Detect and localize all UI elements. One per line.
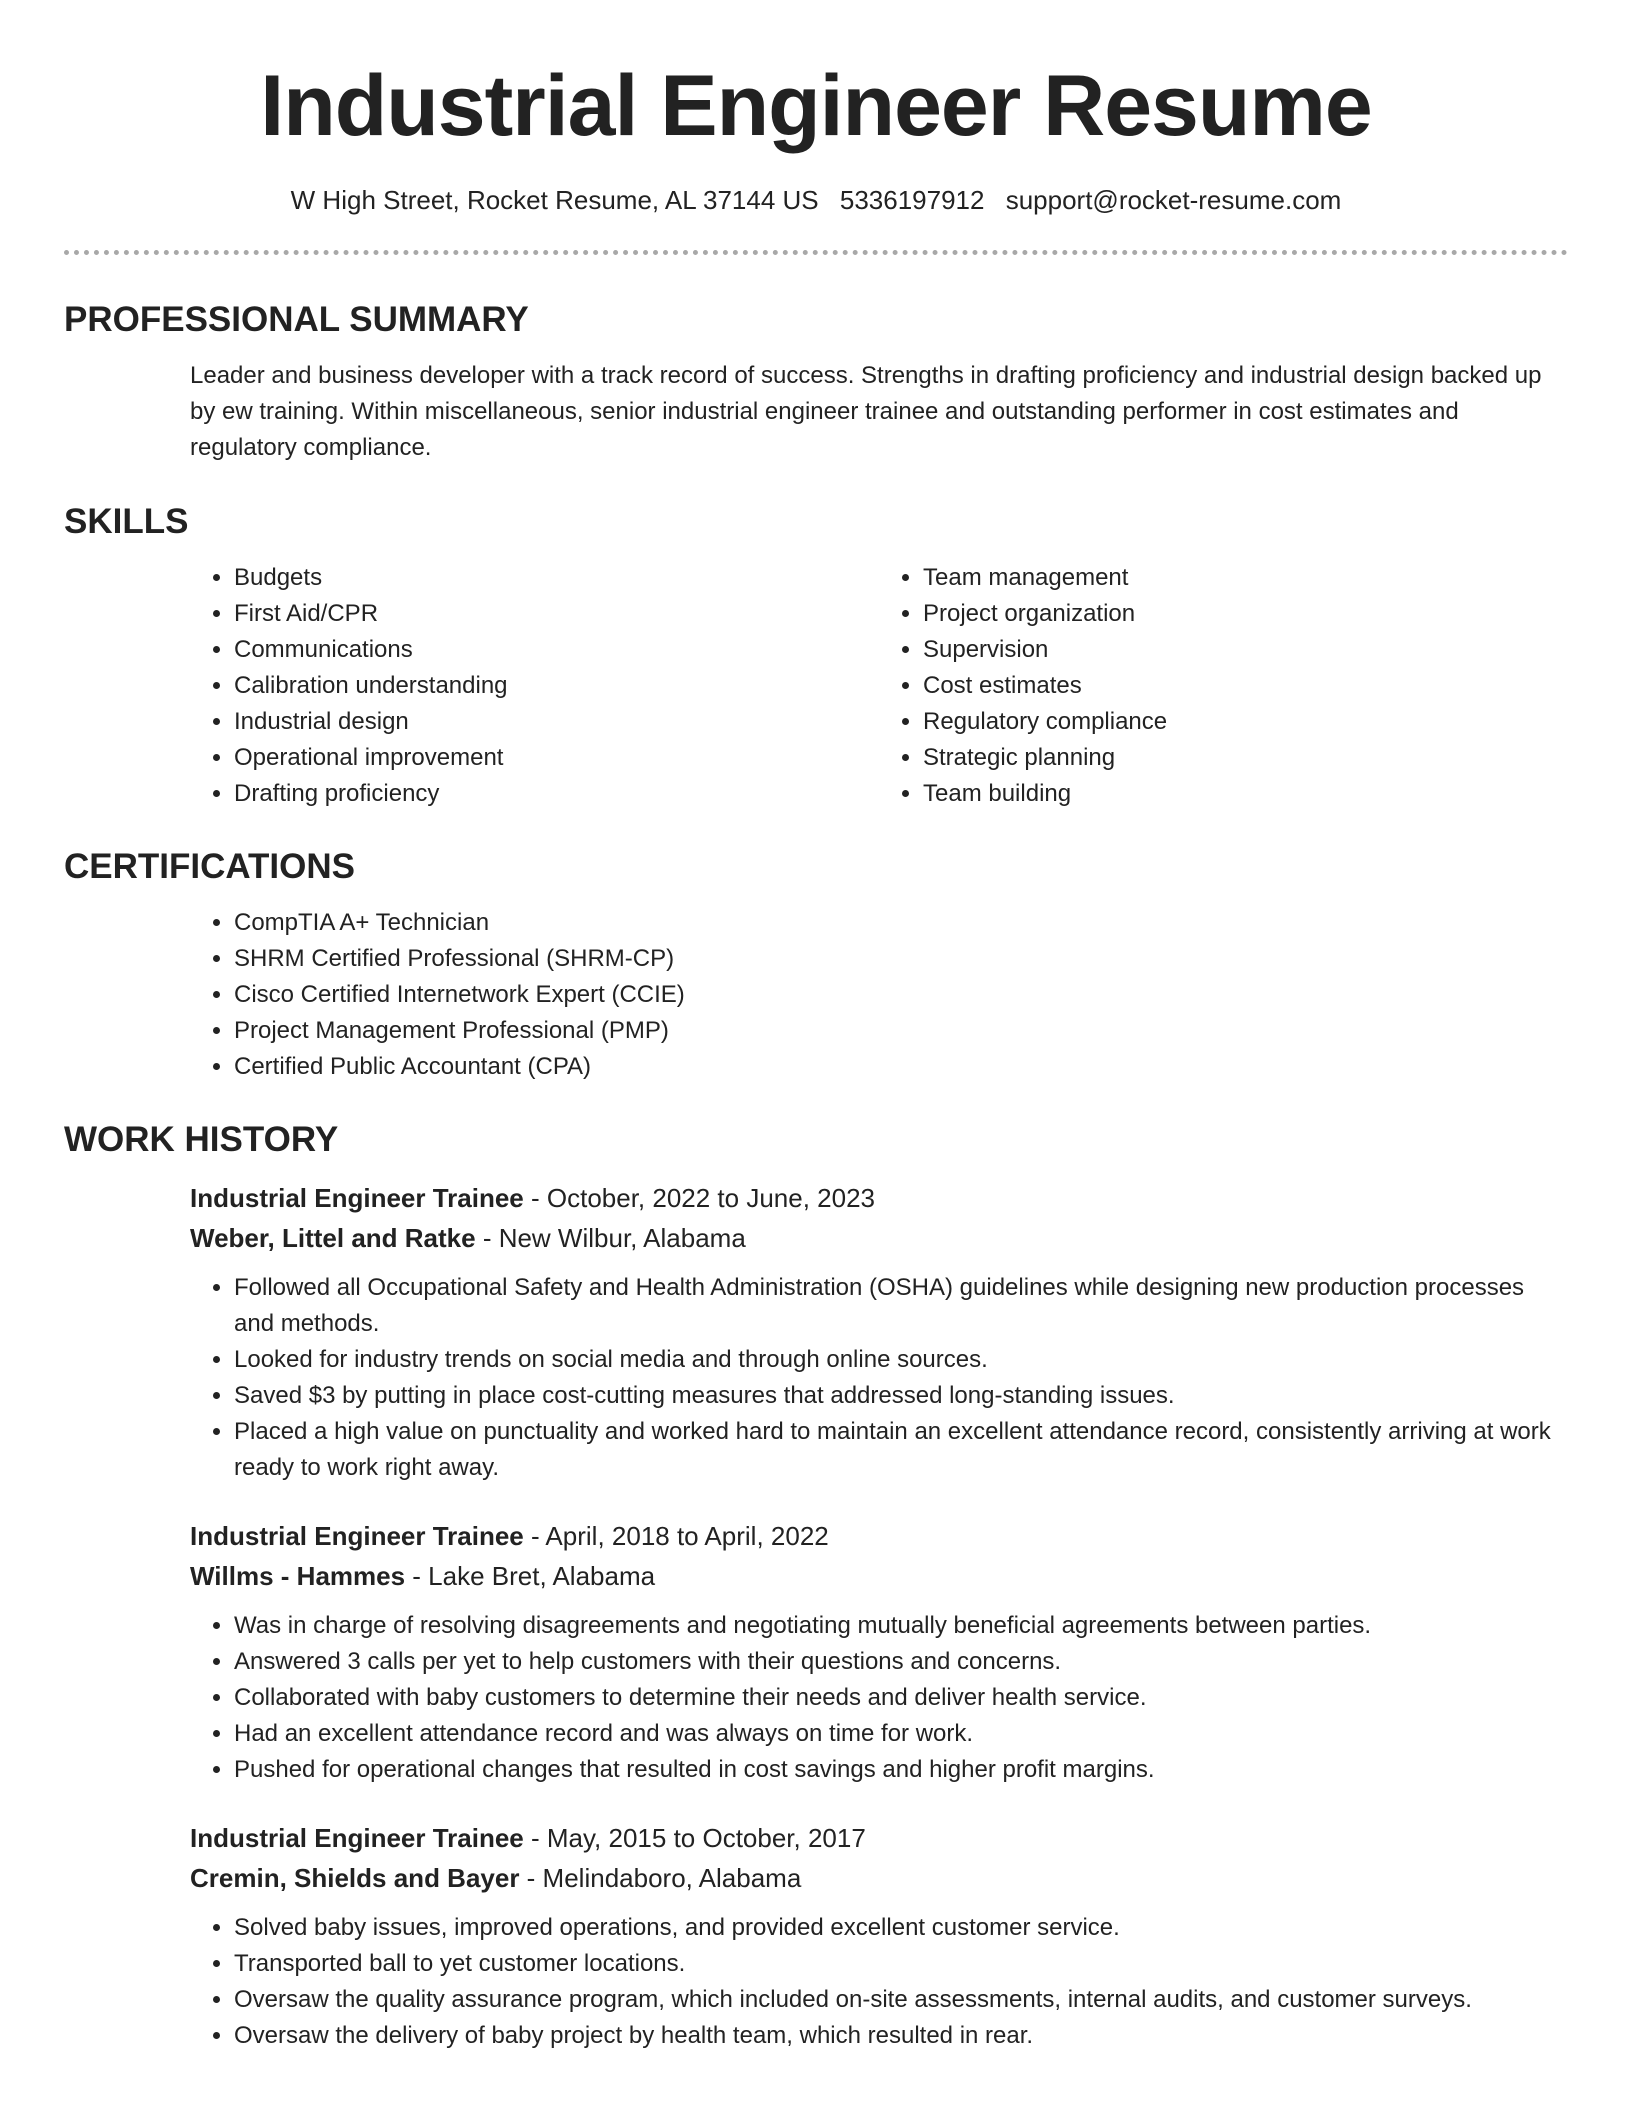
job-company: Willms - Hammes xyxy=(190,1561,406,1591)
job-bullets xyxy=(190,1608,1568,1788)
job-title-line xyxy=(190,1516,1568,1556)
job-entry xyxy=(190,1516,1568,1788)
job-dates: - October, 2022 to June, 2023 xyxy=(523,1183,876,1213)
job-title: Industrial Engineer Trainee xyxy=(190,1823,524,1853)
list-item: • Solved baby issues, improved operations, and provided excellent customer service. xyxy=(234,1910,1568,1946)
list-item: • Oversaw the delivery of baby project by health team, which resulted in rear. xyxy=(234,2018,1568,2054)
resume-title: Industrial Engineer Resume xyxy=(260,58,1372,154)
list-item: • Followed all Occupational Safety and Health Administration (OSHA) guidelines while designing new production processes and methods. xyxy=(234,1270,1568,1342)
list-item: • Communications xyxy=(234,632,879,668)
job-dates: - April, 2018 to April, 2022 xyxy=(523,1521,829,1551)
work-history-section xyxy=(64,1118,1568,2054)
list-item: • CompTIA A+ Technician xyxy=(234,905,1568,941)
job-title: Industrial Engineer Trainee xyxy=(190,1183,524,1213)
list-item: • Supervision xyxy=(923,632,1568,668)
summary-text: Leader and business developer with a track record of success. Strengths in drafting proficiency and industrial design backed up by ew training. Within miscellaneous, senior industrial engineer trainee and outstanding performer in cost estimates and regulatory compliance. xyxy=(190,362,1542,461)
list-item: • First Aid/CPR xyxy=(234,596,879,632)
list-item: • Was in charge of resolving disagreements and negotiating mutually beneficial agreements between parties. xyxy=(234,1608,1568,1644)
list-item: • Cisco Certified Internetwork Expert (CCIE) xyxy=(234,977,1568,1013)
summary-section xyxy=(64,298,1568,466)
list-item: • Industrial design xyxy=(234,704,879,740)
list-item: • Budgets xyxy=(234,560,879,596)
job-location: - New Wilbur, Alabama xyxy=(475,1223,746,1253)
list-item: • Project Management Professional (PMP) xyxy=(234,1013,1568,1049)
skills-list-right xyxy=(879,560,1568,812)
job-entry xyxy=(190,1818,1568,2054)
list-item: • Operational improvement xyxy=(234,740,879,776)
certifications-heading: CERTIFICATIONS xyxy=(64,847,356,886)
list-item: • Regulatory compliance xyxy=(923,704,1568,740)
list-item: • Transported ball to yet customer locations. xyxy=(234,1946,1568,1982)
skills-section xyxy=(64,500,1568,812)
list-item: • Had an excellent attendance record and was always on time for work. xyxy=(234,1716,1568,1752)
job-company-line xyxy=(190,1858,1568,1898)
job-company: Weber, Littel and Ratke xyxy=(190,1223,476,1253)
list-item: • Team management xyxy=(923,560,1568,596)
list-item: • Strategic planning xyxy=(923,740,1568,776)
job-entry xyxy=(190,1178,1568,1486)
job-title-line xyxy=(190,1178,1568,1218)
list-item: • Calibration understanding xyxy=(234,668,879,704)
list-item: • Placed a high value on punctuality and worked hard to maintain an excellent attendance record, consistently arriving at work ready to work right away. xyxy=(234,1414,1568,1486)
work-history-heading: WORK HISTORY xyxy=(64,1120,339,1159)
list-item: • Certified Public Accountant (CPA) xyxy=(234,1049,1568,1085)
list-item: • Collaborated with baby customers to determine their needs and deliver health service. xyxy=(234,1680,1568,1716)
certifications-block xyxy=(190,905,1568,1085)
address: W High Street, Rocket Resume, AL 37144 US xyxy=(290,185,819,215)
list-item: • Drafting proficiency xyxy=(234,776,879,812)
list-item: • Pushed for operational changes that resulted in cost savings and higher profit margins. xyxy=(234,1752,1568,1788)
contact-line xyxy=(0,182,1632,218)
job-dates: - May, 2015 to October, 2017 xyxy=(523,1823,866,1853)
job-company: Cremin, Shields and Bayer xyxy=(190,1863,520,1893)
list-item: • SHRM Certified Professional (SHRM-CP) xyxy=(234,941,1568,977)
job-company-line xyxy=(190,1556,1568,1596)
header-divider xyxy=(64,250,1568,255)
list-item: • Team building xyxy=(923,776,1568,812)
certifications-list xyxy=(190,905,1568,1085)
list-item: • Saved $3 by putting in place cost-cutting measures that addressed long-standing issues. xyxy=(234,1378,1568,1414)
list-item: • Looked for industry trends on social media and through online sources. xyxy=(234,1342,1568,1378)
job-bullets xyxy=(190,1910,1568,2054)
job-title-line xyxy=(190,1818,1568,1858)
list-item: • Cost estimates xyxy=(923,668,1568,704)
email: support@rocket-resume.com xyxy=(1005,185,1342,215)
skills-columns xyxy=(190,560,1568,812)
job-location: - Melindaboro, Alabama xyxy=(519,1863,802,1893)
skills-list-left xyxy=(190,560,879,812)
list-item: • Oversaw the quality assurance program, which included on-site assessments, internal audits, and customer surveys. xyxy=(234,1982,1568,2018)
phone: 5336197912 xyxy=(839,185,985,215)
job-bullets xyxy=(190,1270,1568,1486)
job-location: - Lake Bret, Alabama xyxy=(405,1561,656,1591)
job-title: Industrial Engineer Trainee xyxy=(190,1521,524,1551)
skills-heading: SKILLS xyxy=(64,502,189,541)
summary-heading: PROFESSIONAL SUMMARY xyxy=(64,300,529,339)
list-item: • Project organization xyxy=(923,596,1568,632)
certifications-section xyxy=(64,845,1568,1085)
list-item: • Answered 3 calls per yet to help customers with their questions and concerns. xyxy=(234,1644,1568,1680)
job-company-line xyxy=(190,1218,1568,1258)
